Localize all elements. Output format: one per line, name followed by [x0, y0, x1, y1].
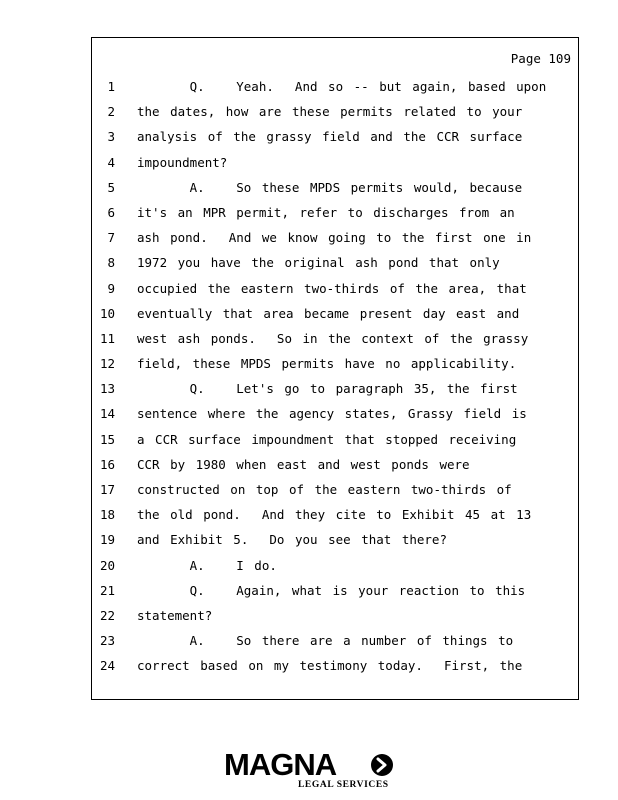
- transcript-line: [92, 653, 578, 678]
- transcript-line: [92, 452, 578, 477]
- line-number: 16: [99, 456, 115, 472]
- transcript-line: [92, 578, 578, 603]
- line-number: 17: [99, 482, 115, 497]
- line-number: 8: [107, 255, 115, 271]
- line-number: 11: [99, 330, 115, 346]
- line-text: the dates, how are these permits related to your: [137, 104, 523, 120]
- transcript-line: [92, 276, 578, 301]
- line-number: 13: [99, 381, 115, 397]
- line-number: 22: [99, 607, 115, 623]
- transcript-line: [92, 225, 578, 250]
- transcript-line: [92, 74, 578, 99]
- line-number: 20: [99, 557, 115, 573]
- line-number: 21: [99, 582, 115, 598]
- line-number: 10: [99, 305, 115, 321]
- logo-subtitle: LEGAL SERVICES: [298, 780, 389, 790]
- line-text: it's an MPR permit, refer to discharges from an: [137, 204, 515, 220]
- line-text: 1972 you have the original ash pond that only: [137, 255, 500, 271]
- transcript-line: [92, 477, 578, 502]
- line-text: a CCR surface impoundment that stopped receiving: [137, 431, 517, 447]
- line-text: and Exhibit 5. Do you see that there?: [137, 532, 447, 548]
- transcript-line: [92, 99, 578, 124]
- line-text: statement?: [137, 607, 213, 623]
- line-text: Q. Again, what is your reaction to this: [137, 582, 526, 598]
- transcript-line: [92, 326, 578, 351]
- transcript-line: [92, 376, 578, 401]
- line-text: Q. Yeah. And so -- but again, based upon: [137, 79, 547, 94]
- transcript-line: [92, 250, 578, 275]
- transcript-page: [91, 37, 579, 700]
- line-text: sentence where the agency states, Grassy field is: [137, 406, 527, 422]
- line-number: 14: [99, 406, 115, 422]
- line-text: A. So there are a number of things to: [137, 633, 514, 649]
- transcript-line: [92, 553, 578, 578]
- line-number: 15: [99, 431, 115, 447]
- line-number: 19: [99, 532, 115, 548]
- transcript-line: [92, 527, 578, 552]
- line-number: 23: [99, 633, 115, 649]
- line-text: field, these MPDS permits have no applicability.: [137, 356, 517, 372]
- logo-wordmark: MAGNA: [224, 747, 337, 782]
- transcript-line: [92, 301, 578, 326]
- line-number: 6: [107, 204, 115, 220]
- line-text: constructed on top of the eastern two-thirds of: [137, 482, 512, 497]
- line-text: A. So these MPDS permits would, because: [137, 179, 523, 195]
- transcript-line: [92, 200, 578, 225]
- page-number: Page 109: [510, 51, 571, 66]
- magna-logo: [224, 748, 399, 792]
- transcript-line: [92, 401, 578, 426]
- line-text: analysis of the grassy field and the CCR surface: [137, 129, 523, 145]
- line-text: ash pond. And we know going to the first one in: [137, 230, 532, 246]
- chevron-circle-icon: [370, 753, 394, 777]
- line-text: CCR by 1980 when east and west ponds were: [137, 456, 470, 472]
- line-text: west ash ponds. So in the context of the grassy: [137, 330, 529, 346]
- line-number: 9: [107, 280, 115, 296]
- line-number: 2: [107, 104, 115, 120]
- transcript-line: [92, 427, 578, 452]
- line-number: 7: [107, 230, 115, 246]
- line-text: A. I do.: [137, 557, 277, 573]
- line-number: 18: [99, 507, 115, 523]
- transcript-line: [92, 603, 578, 628]
- line-number: 5: [107, 179, 115, 195]
- transcript-line: [92, 175, 578, 200]
- line-number: 24: [99, 658, 115, 674]
- transcript-line: [92, 150, 578, 175]
- line-number: 1: [107, 79, 115, 94]
- line-text: impoundment?: [137, 154, 228, 170]
- transcript-line: [92, 351, 578, 376]
- line-text: the old pond. And they cite to Exhibit 45 at 13: [137, 507, 532, 523]
- transcript-lines: [92, 74, 578, 679]
- transcript-line: [92, 124, 578, 149]
- line-number: 4: [107, 154, 115, 170]
- line-text: eventually that area became present day east and: [137, 305, 520, 321]
- transcript-line: [92, 628, 578, 653]
- line-number: 12: [99, 356, 115, 372]
- line-text: occupied the eastern two-thirds of the area, that: [137, 280, 527, 296]
- transcript-line: [92, 502, 578, 527]
- line-number: 3: [107, 129, 115, 145]
- line-text: correct based on my testimony today. First, the: [137, 658, 523, 674]
- line-text: Q. Let's go to paragraph 35, the first: [137, 381, 518, 397]
